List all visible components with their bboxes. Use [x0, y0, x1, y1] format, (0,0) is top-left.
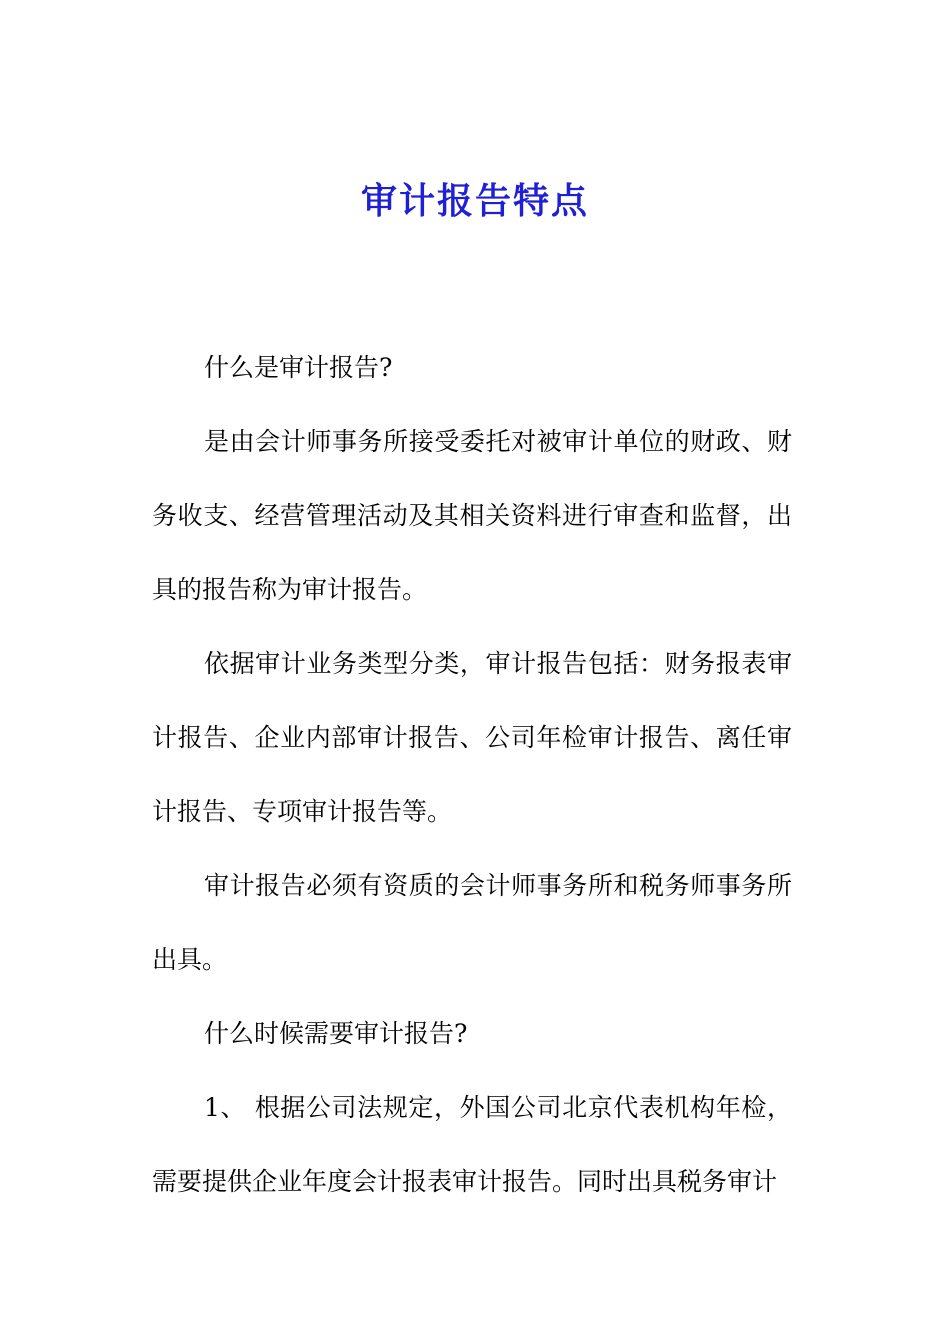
paragraph-item-1: 1、 根据公司法规定，外国公司北京代表机构年检，需要提供企业年度会计报表审计报告。同时出具税务审计	[152, 1093, 792, 1196]
document-title: 审计报告特点	[360, 180, 589, 222]
paragraph-question-what: 什么是审计报告?	[204, 353, 393, 382]
paragraph-issuer: 审计报告必须有资质的会计师事务所和税务师事务所出具。	[152, 871, 792, 974]
paragraph-question-when: 什么时候需要审计报告?	[204, 1019, 468, 1048]
paragraph-types: 依据审计业务类型分类，审计报告包括：财务报表审计报告、企业内部审计报告、公司年检审计报告、离任审计报告、专项审计报告等。	[152, 649, 792, 826]
paragraph-definition: 是由会计师事务所接受委托对被审计单位的财政、财务收支、经营管理活动及其相关资料进行审查和监督，出具的报告称为审计报告。	[152, 427, 792, 604]
document-body	[152, 331, 792, 1219]
